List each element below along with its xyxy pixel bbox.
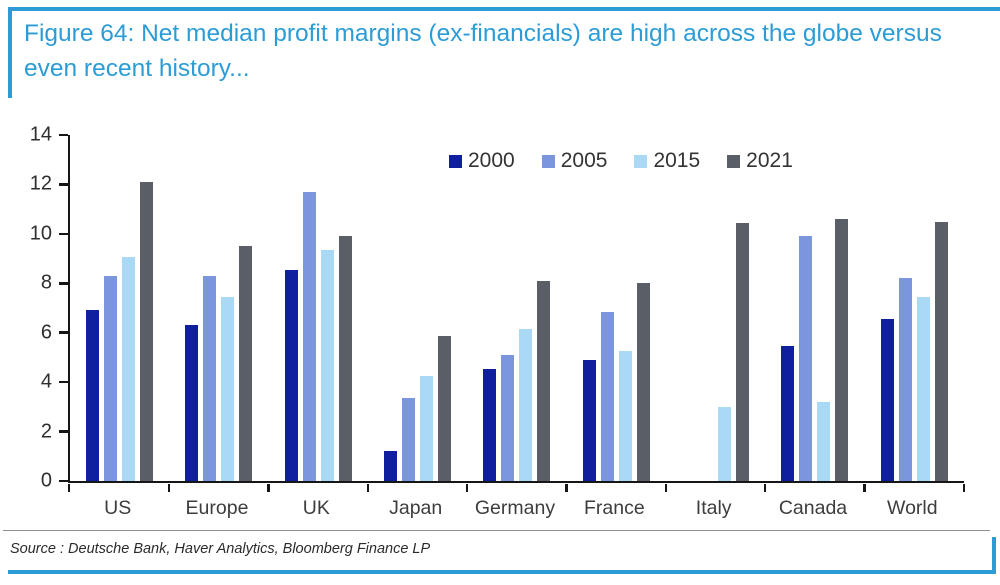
y-axis-label: 2 — [40, 420, 52, 443]
category-label-germany: Germany — [474, 497, 556, 519]
bar-2021-uk — [339, 236, 352, 481]
x-axis-tick — [68, 484, 71, 493]
bar-group-japan — [368, 135, 467, 481]
category-label-uk: UK — [302, 497, 330, 519]
bar-2021-canada — [835, 219, 848, 481]
figure-title: Figure 64: Net median profit margins (ex-financials) are high across the globe versus even recent history... — [24, 20, 942, 82]
bar-group-france — [567, 135, 666, 481]
bar-2005-france — [601, 312, 614, 481]
bar-2015-japan — [420, 376, 433, 481]
x-axis-tick — [168, 484, 171, 493]
category-label-us: US — [104, 497, 132, 519]
bar-2000-canada — [781, 346, 794, 481]
y-axis-label: 6 — [40, 321, 52, 344]
legend-label-2021: 2021 — [746, 149, 793, 172]
x-axis-tick — [367, 484, 370, 493]
title-top-border — [8, 7, 1000, 11]
bar-2000-japan — [384, 451, 397, 481]
bar-2000-world — [881, 319, 894, 481]
bar-2005-uk — [303, 192, 316, 481]
bar-2021-france — [637, 283, 650, 481]
bar-2015-uk — [321, 250, 334, 481]
x-axis-tick — [764, 484, 767, 493]
bar-2021-europe — [239, 246, 252, 481]
bar-2015-world — [917, 297, 930, 481]
y-axis-label: 10 — [29, 222, 52, 245]
y-axis-tick — [59, 183, 68, 186]
bar-2005-europe — [203, 276, 216, 481]
legend-swatch-2005 — [542, 155, 555, 168]
x-axis-labels — [68, 497, 962, 520]
bar-2000-uk — [285, 270, 298, 481]
bar-2015-us — [122, 257, 135, 481]
legend-swatch-2015 — [634, 155, 647, 168]
x-axis-tick — [565, 484, 568, 493]
legend-swatch-2000 — [449, 155, 462, 168]
bar-2005-germany — [501, 355, 514, 481]
bar-group-world — [865, 135, 964, 481]
legend-label-2000: 2000 — [468, 149, 515, 172]
bar-2015-france — [619, 351, 632, 481]
bar-2000-germany — [483, 369, 496, 481]
bar-2015-italy — [718, 407, 731, 481]
bar-group-us — [70, 135, 169, 481]
category-label-world: World — [887, 497, 938, 519]
y-axis-tick — [59, 331, 68, 334]
bar-2015-germany — [519, 329, 532, 481]
category-label-france: France — [583, 497, 645, 519]
y-axis-label: 8 — [40, 271, 52, 294]
y-axis-tick — [59, 430, 68, 433]
y-axis-label: 0 — [40, 469, 52, 492]
legend-item-2005 — [542, 149, 608, 173]
bar-group-europe — [169, 135, 268, 481]
x-axis-tick — [466, 484, 469, 493]
bar-group-italy — [666, 135, 765, 481]
bar-group-germany — [467, 135, 566, 481]
x-axis-tick — [267, 484, 270, 493]
bar-2000-europe — [185, 325, 198, 481]
bottom-border — [8, 570, 996, 574]
y-axis-label: 12 — [29, 172, 52, 195]
bar-2021-italy — [736, 223, 749, 481]
bar-group-uk — [269, 135, 368, 481]
plot-area — [68, 135, 964, 483]
y-axis-tick — [59, 233, 68, 236]
category-label-canada: Canada — [778, 497, 848, 519]
bottom-right-stub — [992, 537, 996, 574]
y-axis-tick — [59, 480, 68, 483]
footer-separator — [3, 530, 990, 531]
legend-label-2015: 2015 — [653, 149, 701, 172]
bar-group-canada — [765, 135, 864, 481]
x-axis-tick — [863, 484, 866, 493]
legend-label-2005: 2005 — [560, 149, 608, 172]
y-axis-label: 4 — [40, 370, 52, 393]
y-axis-tick — [59, 282, 68, 285]
legend-item-2000 — [449, 149, 515, 173]
bar-2005-us — [104, 276, 117, 481]
title-left-border — [8, 7, 12, 98]
bar-2021-japan — [438, 336, 451, 481]
bar-2015-canada — [817, 402, 830, 481]
y-axis-label: 14 — [29, 123, 52, 146]
legend-item-2021 — [727, 149, 793, 173]
category-label-europe: Europe — [185, 497, 249, 519]
bar-2021-us — [140, 182, 153, 481]
category-label-japan: Japan — [389, 497, 443, 519]
bar-2021-world — [935, 222, 948, 482]
bar-2005-japan — [402, 398, 415, 481]
bar-2005-canada — [799, 236, 812, 481]
bar-2015-europe — [221, 297, 234, 481]
source-text: Source : Deutsche Bank, Haver Analytics, Bloomberg Finance LP — [10, 541, 431, 557]
legend-swatch-2021 — [727, 155, 740, 168]
bar-2000-us — [86, 310, 99, 481]
legend — [449, 149, 793, 173]
bar-2021-germany — [537, 281, 550, 481]
y-axis-tick — [59, 381, 68, 384]
y-axis-tick — [59, 134, 68, 137]
legend-item-2015 — [634, 149, 700, 173]
x-axis-tick — [963, 484, 966, 493]
y-axis-labels — [0, 123, 52, 492]
category-label-italy: Italy — [695, 497, 732, 519]
bar-2005-world — [899, 278, 912, 481]
bar-2000-france — [583, 360, 596, 481]
x-axis-tick — [665, 484, 668, 493]
